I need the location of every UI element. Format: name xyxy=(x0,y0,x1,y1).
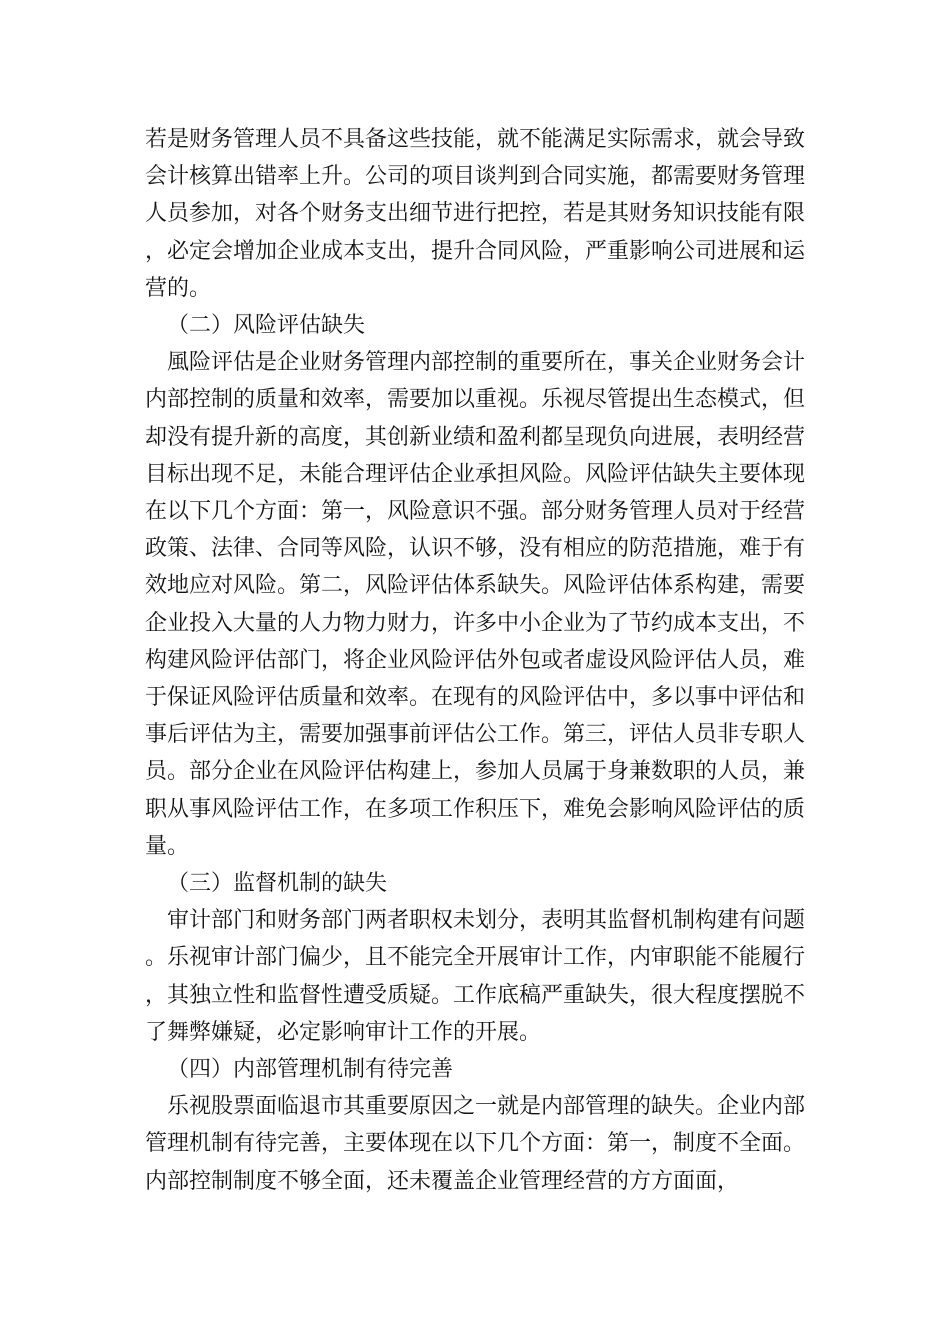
paragraph-internal-management: 乐视股票面临退市其重要原因之一就是内部管理的缺失。企业内部管理机制有待完善，主要体现在以下几个方面：第一，制度不全面。内部控制制度不够全面，还未覆盖企业管理经营的方方面面， xyxy=(145,1094,806,1194)
paragraph-skills-shortage: 若是财务管理人员不具备这些技能，就不能满足实际需求，就会导致会计核算出错率上升。公司的项目谈判到合同实施，都需要财务管理人员参加，对各个财务支出细节进行把控，若是其财务知识技能有限，必定会增加企业成本支出，提升合同风险，严重影响公司进展和运营的。 xyxy=(145,127,806,301)
section-heading-risk-assessment: （二）风险评估缺失 xyxy=(167,313,366,339)
paragraph-risk-assessment: 風险评估是企业财务管理内部控制的重要所在，事关企业财务会计内部控制的质量和效率，需要加以重视。乐视尽管提出生态模式，但却没有提升新的高度，其创新业绩和盈利都呈现负向进展，表明经营目标出现不足，未能合理评估企业承担风险。风险评估缺失主要体现在以下几个方面：第一，风险意识不强。部分财务管理人员对于经营政策、法律、合同等风险，认识不够，没有相应的防范措施，难于有效地应对风险。第二，风险评估体系缺失。风险评估体系构建，需要企业投入大量的人力物力财力，许多中小企业为了节约成本支出，不构建风险评估部门，将企业风险评估外包或者虚设风险评估人员，难于保证风险评估质量和效率。在现有的风险评估中，多以事中评估和事后评估为主，需要加强事前评估公工作。第三，评估人员非专职人员。部分企业在风险评估构建上，参加人员属于身兼数职的人员，兼职从事风险评估工作，在多项工作积压下，难免会影响风险评估的质量。 xyxy=(145,350,806,859)
section-heading-internal-management: （四）内部管理机制有待完善 xyxy=(167,1057,454,1083)
paragraph-supervision: 审计部门和财务部门两者职权未划分，表明其监督机制构建有问题。乐视审计部门偏少，且不能完全开展审计工作，内审职能不能履行，其独立性和监督性遭受质疑。工作底稿严重缺失，很大程度摆脱不了舞弊嫌疑，必定影响审计工作的开展。 xyxy=(145,908,806,1045)
document-body xyxy=(145,121,805,1200)
section-heading-supervision: （三）监督机制的缺失 xyxy=(167,871,388,897)
